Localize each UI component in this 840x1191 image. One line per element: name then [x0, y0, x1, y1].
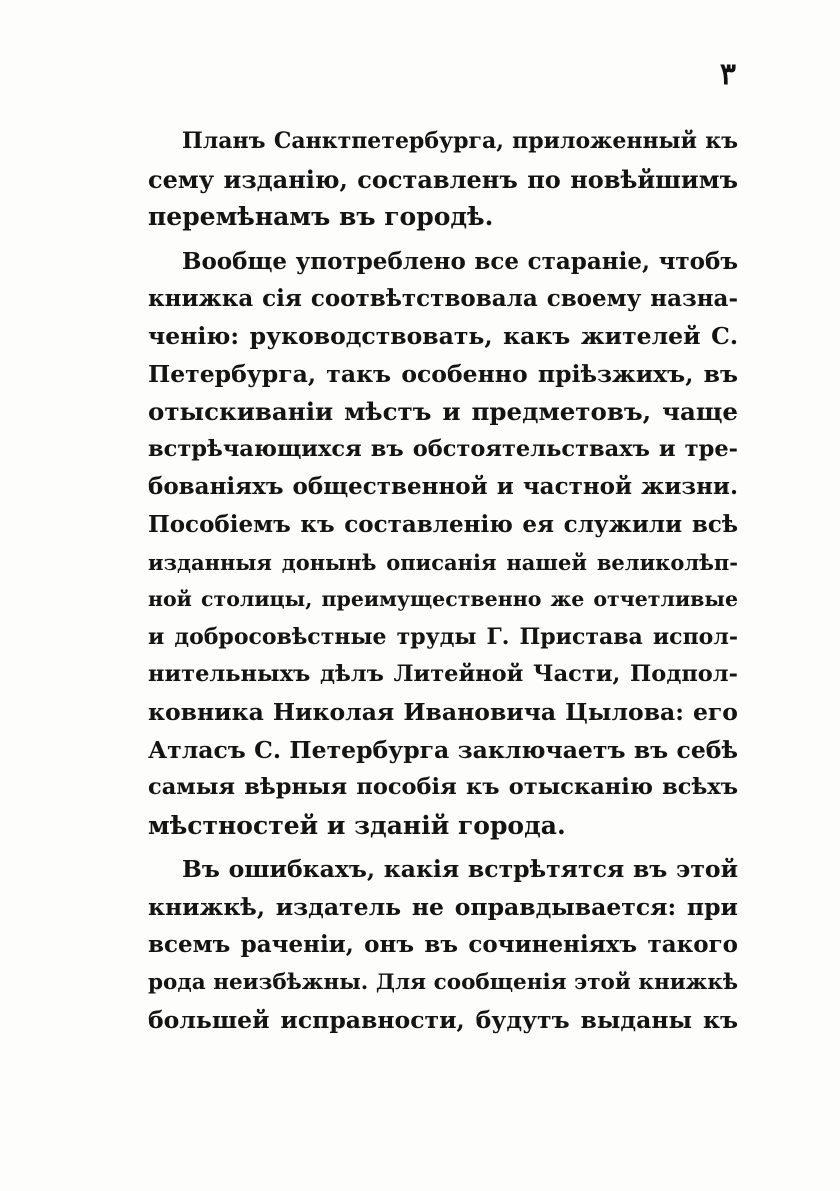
text-line: изданныя донынѣ описанія нашей великолѣп-	[148, 549, 738, 575]
text-line: книжкѣ, издатель не оправдывается: при	[148, 892, 738, 921]
text-line: книжка сія соотвѣтствовала своему назна-	[148, 285, 738, 313]
text-line: Въ ошибкахъ, какія встрѣтятся въ этой	[182, 855, 738, 884]
text-line: перемѣнамъ въ городѣ.	[148, 202, 494, 232]
text-line: и добросовѣстные труды Г. Пристава испол-	[148, 623, 738, 650]
text-line: рода неизбѣжны. Для сообщенія этой книжкѣ	[148, 970, 738, 996]
text-line: Петербурга, такъ особенно пріѣзжихъ, въ	[148, 359, 738, 388]
paragraph-gap	[148, 844, 738, 851]
text-line: ной столицы, преимущественно же отчетливые	[148, 587, 738, 612]
page-number: ٣	[719, 57, 736, 92]
text-line: самыя вѣрныя пособія къ отысканію всѣхъ	[148, 774, 738, 801]
text-line: встрѣчающихся въ обстоятельствахъ и тре-	[148, 435, 738, 462]
text-line: ковника Николая Ивановича Цылова: его	[148, 697, 738, 726]
text-line: мѣстностей и зданій города.	[148, 810, 566, 840]
text-line: всемъ раченіи, онъ въ сочиненіяхъ такого	[148, 931, 738, 959]
text-line: Пособіемъ къ составленію ея служили всѣ	[148, 510, 738, 538]
text-line: Планъ Санктпетербурга, приложенный къ	[182, 128, 738, 154]
paragraph-3	[148, 851, 738, 1039]
text-line: нительныхъ дѣлъ Литейной Части, Подпол-	[148, 661, 738, 688]
text-line: отыскиваніи мѣстъ и предметовъ, чаще	[148, 397, 738, 427]
text-line: бованіяхъ общественной и частной жизни.	[148, 473, 738, 501]
paragraph-2	[148, 243, 738, 845]
text-line: сему изданію, составленъ по новѣйшимъ	[148, 164, 738, 194]
text-line: ченію: руководствовать, какъ жителей С.	[148, 321, 738, 350]
paragraph-gap	[148, 236, 738, 243]
text-line: большей исправности, будутъ выданы къ	[148, 1005, 738, 1034]
text-line: Вообще употреблено все стараніе, чтобъ	[182, 247, 738, 275]
paragraph-1	[148, 123, 738, 236]
body-text	[148, 123, 738, 1039]
text-line: Атласъ С. Петербурга заключаетъ въ себѣ	[148, 735, 738, 764]
